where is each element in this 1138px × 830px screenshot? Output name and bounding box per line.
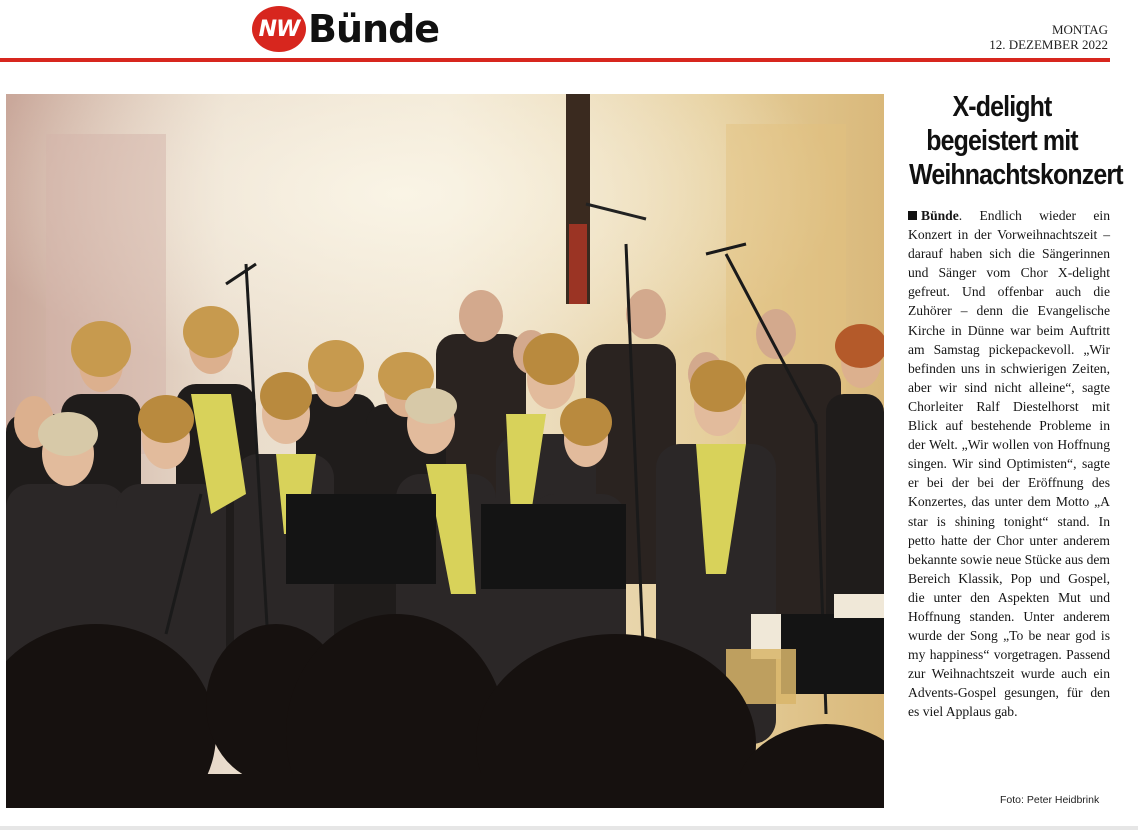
- headline-line: begeistert mit: [926, 125, 1078, 157]
- issue-date: [989, 22, 1108, 52]
- choir-concert-photo: [6, 94, 884, 808]
- bullet-marker: [908, 211, 917, 220]
- photo-illustration: [6, 94, 884, 808]
- edition-name: Bünde: [308, 7, 440, 51]
- nw-logo-badge: NW: [252, 6, 306, 52]
- headline-line: Weihnachtskonzert: [909, 159, 1123, 191]
- newspaper-logo: [252, 4, 439, 54]
- issue-date-text: 12. DEZEMBER 2022: [989, 37, 1108, 52]
- masthead-rule: [0, 58, 1110, 62]
- headline-line: X-delight: [952, 91, 1052, 123]
- bottom-border: [0, 826, 1138, 830]
- article-body: [908, 206, 1110, 722]
- issue-weekday: MONTAG: [1051, 22, 1108, 37]
- photo-credit: Foto: Peter Heidbrink: [1000, 794, 1100, 806]
- article-body-text: . Endlich wieder ein Konzert in der Vorweihnachtszeit – darauf haben sich die Sängerinnen und Sänger vom Chor X-delight gefreut. Und offenbar auch die Zuhörer – denn die Evangelische Kirche in Dünne war beim Auftritt am Samstag pickepackevoll. „Wir befinden uns in schwierigen Zeiten, aber wir sind nicht alleine“, sagte Chorleiter Ralf Diestelhorst mit Blick auf bestehende Probleme in der Welt. „Wir wollen von Hoffnung singen. Wir sind Optimisten“, sagte er bei der bei der Eröffnung des Konzertes, das unter dem Motto „A star is shining tonight“ stand. In petto hatte der Chor unter anderem bekannte sowie neue Stücke aus dem Bereich Klassik, Pop und Gospel, die unter den Aspekten Mut und Hoffnung standen. Unter anderem wurde der Song „To be near god is my happiness“ vorgetragen. Passend zur Weihnachtszeit wurde auch ein Advents-Gospel gesungen, für den es viel Applaus gab.: [908, 208, 1110, 720]
- article-dateline: Bünde: [921, 208, 959, 223]
- article-headline: [909, 90, 1123, 192]
- masthead: [0, 0, 1138, 64]
- article: [894, 90, 1123, 192]
